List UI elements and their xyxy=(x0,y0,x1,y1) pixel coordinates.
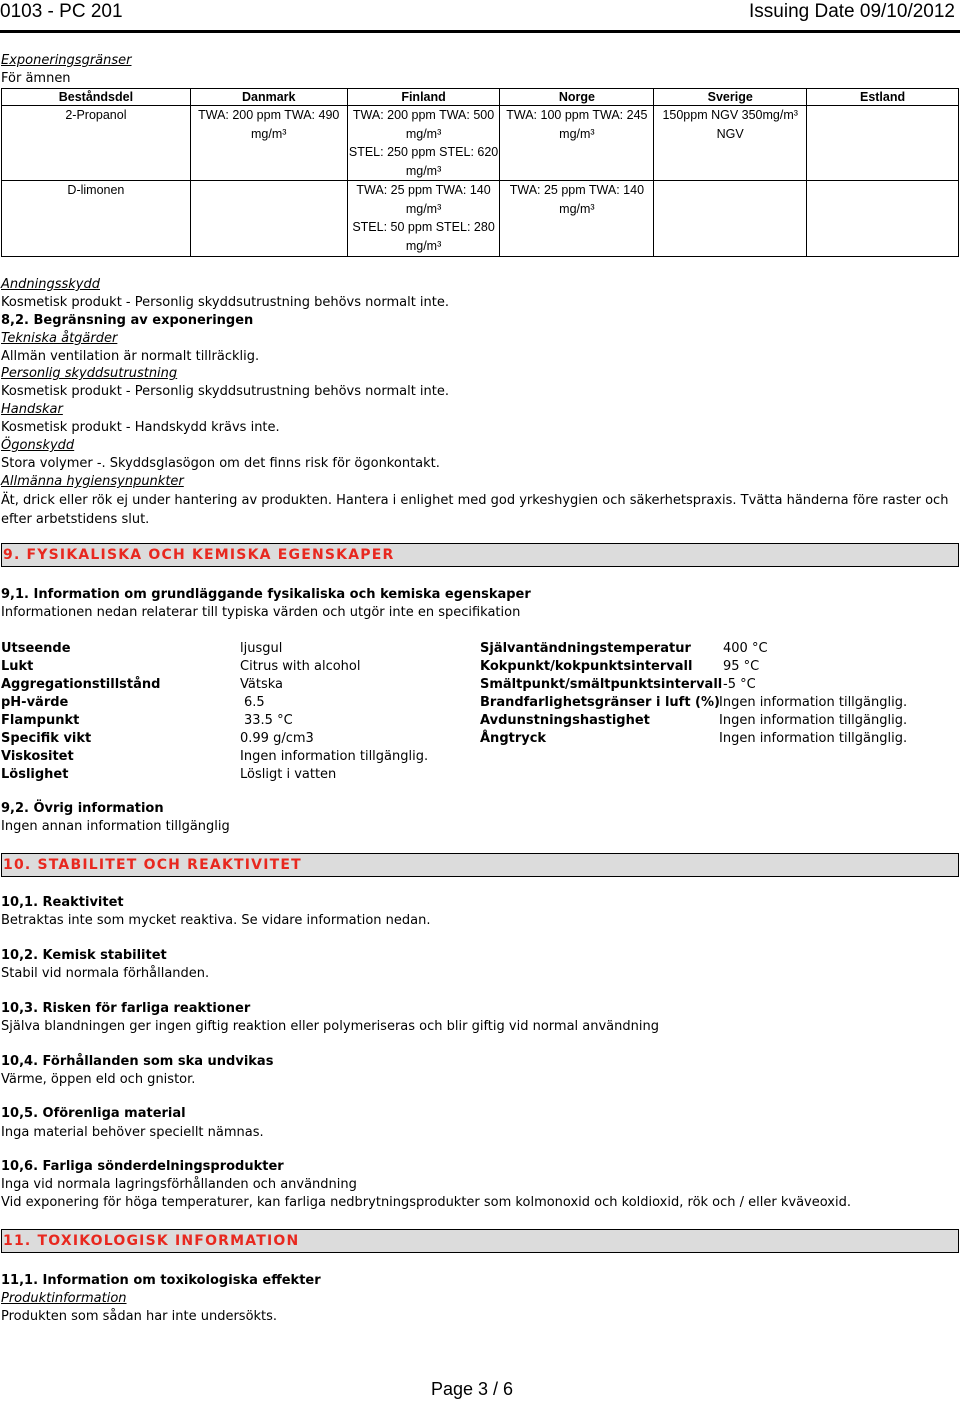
cell-line: STEL: 250 ppm STEL: 620 xyxy=(348,145,499,159)
cell-line: TWA: 200 ppm TWA: 490 xyxy=(198,108,340,122)
subsection-10-6-title: 10,6. Farliga sönderdelningsprodukter xyxy=(1,1159,284,1174)
norge-cell xyxy=(500,106,654,181)
property-value: -5 °C xyxy=(723,677,756,692)
table-row xyxy=(2,181,959,257)
ogonskydd-title: Ögonskydd xyxy=(1,438,75,453)
cell-line: STEL: 50 ppm STEL: 280 xyxy=(352,220,495,234)
property-value: Ingen information tillgänglig. xyxy=(719,731,908,746)
property-value: 6.5 xyxy=(244,695,265,710)
section-11-heading: 11. TOXIKOLOGISK INFORMATION xyxy=(1,1229,959,1253)
hygien-title: Allmänna hygiensynpunkter xyxy=(1,474,184,489)
subsection-10-3-text: Själva blandningen ger ingen giftig reaktion eller polymeriseras och blir giftig vid normal användning xyxy=(1,1019,659,1034)
subsection-9-2-title: 9,2. Övrig information xyxy=(1,801,164,816)
danmark-cell xyxy=(190,181,347,257)
column-header: Finland xyxy=(347,89,500,106)
property-label: Avdunstningshastighet xyxy=(480,713,650,728)
tekniska-text: Allmän ventilation är normalt tillräcklig. xyxy=(1,349,260,364)
cell-line: NGV xyxy=(716,126,744,141)
component-cell: 2-Propanol xyxy=(2,106,191,181)
cell-line: mg/m³ xyxy=(559,201,595,216)
property-value: Ingen information tillgänglig. xyxy=(240,749,429,764)
property-value: Ingen information tillgänglig. xyxy=(719,695,908,710)
andningsskydd-text: Kosmetisk produkt - Personlig skyddsutrustning behövs normalt inte. xyxy=(1,295,450,310)
property-label: Självantändningstemperatur xyxy=(480,641,691,656)
cell-line: mg/m³ xyxy=(405,126,442,141)
subsection-10-4-text: Värme, öppen eld och gnistor. xyxy=(1,1072,196,1087)
property-label: Lukt xyxy=(1,659,34,674)
property-value: Citrus with alcohol xyxy=(240,659,361,674)
subsection-8-2-title: 8,2. Begränsning av exponeringen xyxy=(1,313,254,328)
exposure-limits-table xyxy=(1,88,959,257)
cell-line: mg/m³ xyxy=(405,201,442,216)
table-header-row xyxy=(2,89,959,106)
property-value: Vätska xyxy=(240,677,283,692)
subsection-10-3-title: 10,3. Risken för farliga reaktioner xyxy=(1,1001,251,1016)
subsection-10-1-text: Betraktas inte som mycket reaktiva. Se vidare information nedan. xyxy=(1,913,431,928)
handskar-title: Handskar xyxy=(1,402,63,417)
column-header: Beståndsdel xyxy=(2,89,191,106)
property-label: Viskositet xyxy=(1,749,74,764)
property-value: ljusgul xyxy=(240,641,283,656)
tekniska-title: Tekniska åtgärder xyxy=(1,331,118,346)
cell-line: TWA: 25 ppm TWA: 140 xyxy=(509,183,645,197)
cell-line: 150ppm NGV 350mg/m³ xyxy=(662,108,798,122)
column-header: Sverige xyxy=(654,89,807,106)
cell-line: mg/m³ xyxy=(251,126,287,141)
sverige-cell xyxy=(654,106,807,181)
section-9-intro: Informationen nedan relaterar till typiska värden och utgör inte en specifikation xyxy=(1,605,521,620)
subsection-10-6-text: Inga vid normala lagringsförhållanden och användning xyxy=(1,1177,357,1192)
exposure-title: Exponeringsgränser xyxy=(1,53,132,68)
property-label: Löslighet xyxy=(1,767,69,782)
section-10-heading: 10. STABILITET OCH REAKTIVITET xyxy=(1,853,959,877)
cell-line: TWA: 100 ppm TWA: 245 xyxy=(506,108,648,122)
cell-line: mg/m³ xyxy=(405,238,442,253)
property-label: Ångtryck xyxy=(480,731,547,746)
section-9-heading: 9. FYSIKALISKA OCH KEMISKA EGENSKAPER xyxy=(1,543,959,567)
component-cell: D-limonen xyxy=(2,181,191,257)
column-header: Danmark xyxy=(190,89,347,106)
exposure-subtitle: För ämnen xyxy=(1,71,71,86)
issue-date: Issuing Date 09/10/2012 xyxy=(749,1,955,22)
property-label: Utseende xyxy=(1,641,71,656)
subsection-9-2-text: Ingen annan information tillgänglig xyxy=(1,819,230,834)
property-label: Aggregationstillstånd xyxy=(1,677,161,692)
property-value: 0.99 g/cm3 xyxy=(240,731,314,746)
property-label: Flampunkt xyxy=(1,713,80,728)
cell-line: TWA: 200 ppm TWA: 500 xyxy=(352,108,495,122)
page-number: Page 3 / 6 xyxy=(431,1379,514,1399)
page-header xyxy=(0,0,960,33)
subsection-10-1-title: 10,1. Reaktivitet xyxy=(1,895,124,910)
norge-cell xyxy=(500,181,654,257)
subsection-10-2-title: 10,2. Kemisk stabilitet xyxy=(1,948,167,963)
property-value: 33.5 °C xyxy=(244,713,293,728)
estland-cell xyxy=(807,181,959,257)
ogonskydd-text: Stora volymer -. Skyddsglasögon om det finns risk för ögonkontakt. xyxy=(1,456,440,471)
document-code: 0103 - PC 201 xyxy=(0,1,123,22)
cell-line: mg/m³ xyxy=(559,126,595,141)
property-label: Brandfarlighetsgränser i luft (%) xyxy=(480,695,720,710)
personlig-text: Kosmetisk produkt - Personlig skyddsutrustning behövs normalt inte. xyxy=(1,384,450,399)
property-value: Lösligt i vatten xyxy=(240,767,337,782)
subsection-11-1-title: 11,1. Information om toxikologiska effekter xyxy=(1,1273,321,1288)
cell-line: TWA: 25 ppm TWA: 140 xyxy=(356,183,491,197)
cell-line: mg/m³ xyxy=(405,163,442,178)
subsection-10-5-title: 10,5. Oförenliga material xyxy=(1,1106,186,1121)
produktinformation-title: Produktinformation xyxy=(1,1291,127,1306)
subsection-9-1-title: 9,1. Information om grundläggande fysikaliska och kemiska egenskaper xyxy=(1,587,531,602)
produktinformation-text: Produkten som sådan har inte undersökts. xyxy=(1,1309,278,1324)
property-label: Kokpunkt/kokpunktsintervall xyxy=(480,659,693,674)
subsection-10-2-text: Stabil vid normala förhållanden. xyxy=(1,966,210,981)
finland-cell xyxy=(347,106,500,181)
finland-cell xyxy=(347,181,500,257)
property-label: Smältpunkt/smältpunktsintervall xyxy=(480,677,723,692)
subsection-10-5-text: Inga material behöver speciellt nämnas. xyxy=(1,1125,264,1140)
property-label: Specifik vikt xyxy=(1,731,92,746)
estland-cell xyxy=(807,106,959,181)
hygien-text: Ät, drick eller rök ej under hantering av produkten. Hantera i enlighet med god yrkeshygien och säkerhetspraxis. Tvätta händerna före raster och efter arbetstidens slut. xyxy=(1,493,949,527)
andningsskydd-title: Andningsskydd xyxy=(1,277,100,292)
personlig-title: Personlig skyddsutrustning xyxy=(1,366,178,381)
property-value: 95 °C xyxy=(723,659,760,674)
sverige-cell xyxy=(654,181,807,257)
column-header: Estland xyxy=(807,89,959,106)
handskar-text: Kosmetisk produkt - Handskydd krävs inte. xyxy=(1,420,280,435)
danmark-cell xyxy=(190,106,347,181)
subsection-10-6-text: Vid exponering för höga temperaturer, kan farliga nedbrytningsprodukter som kolmonoxid och koldioxid, rök och / eller kväveoxid. xyxy=(1,1195,851,1210)
subsection-10-4-title: 10,4. Förhållanden som ska undvikas xyxy=(1,1054,274,1069)
property-value: 400 °C xyxy=(723,641,768,656)
property-label: pH-värde xyxy=(1,695,69,710)
table-row xyxy=(2,106,959,181)
property-value: Ingen information tillgänglig. xyxy=(719,713,908,728)
column-header: Norge xyxy=(500,89,654,106)
